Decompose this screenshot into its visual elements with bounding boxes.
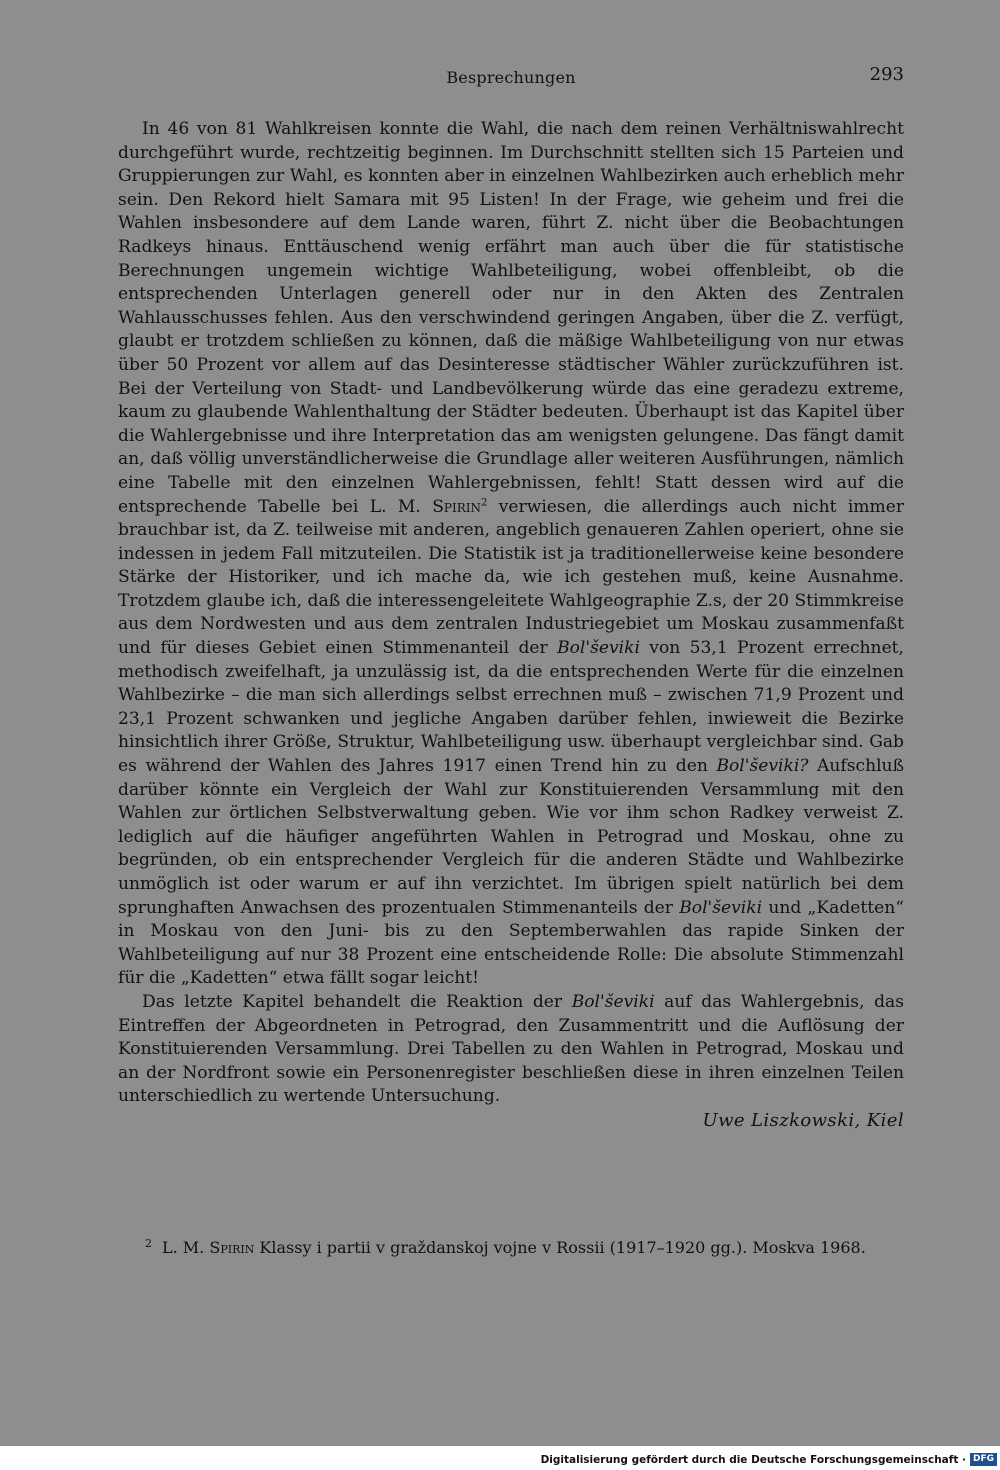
text-run: In 46 von 81 Wahlkreisen konnte die Wahl, die nach dem reinen Verhältniswahlrecht durchgeführt wurde, rechtzeitig beginnen. Im Durchschnitt stellten sich 15 Parteien und Gruppierungen zur Wahl, es konnten aber in einzelnen Wahlbezirken auch erheblich mehr sein. Den Rekord hielt Samara mit 95 Listen! In der Frage, wie geheim und frei die Wahlen insbesondere auf dem Lande waren, führt Z. nicht über die Beobachtungen Radkeys hinaus. Enttäuschend wenig erfährt man auch über die für statistische Berechnungen ungemein wichtige Wahlbeteiligung, wobei offenbleibt, ob die entsprechenden Unterlagen generell oder nur in den Akten des Zentralen Wahlausschusses fehlen. Aus den verschwindend geringen Angaben, über die Z. verfügt, glaubt er trotzdem schließen zu können, daß die mäßige Wahlbeteiligung von nur etwas über 50 Prozent vor allem auf das Desinteresse städtischer Wähler zurückzuführen ist. Bei der Verteilung von Stadt- und Landbevölkerung würde das eine geradezu extreme, kaum zu glaubende Wahlenthaltung der Städter bedeuten. Überhaupt ist das Kapitel über die Wahlergebnisse und ihre Interpretation das am wenigsten gelungene. Das fängt damit an, daß völlig unverständlicherweise die Grundlage aller weiteren Ausführungen, nämlich eine Tabelle mit den einzelnen Wahlergebnissen, fehlt! Statt dessen wird auf die entsprechende Tabelle bei L. M. (118, 119, 904, 517)
page-number: 293 (869, 64, 904, 85)
review-signature: Uwe Liszkowski, Kiel (702, 1110, 904, 1131)
italic-term: Bol'ševiki (557, 638, 640, 659)
digitization-bar (0, 1446, 1000, 1470)
paragraph-1 (118, 118, 904, 991)
text-run: Aufschluß darüber könnte ein Vergleich der Wahl zur Konstituierenden Versammlung mit den Wahlen zur örtlichen Selbstverwaltung geben. Wie vor ihm schon Radkey verweist Z. lediglich auf die häufiger angeführten Wahlen in Petrograd und Moskau, ohne zu begründen, ob ein entsprechender Vergleich für die anderen Städte und Wahlbezirke unmöglich ist oder warum er auf ihn verzichtet. Im übrigen spielt natürlich bei dem sprunghaften Anwachsen des prozentualen Stimmenanteils der (118, 756, 904, 918)
body-text (118, 118, 904, 1109)
footnote-author: Spirin (209, 1238, 255, 1257)
text-run: von 53,1 Prozent errechnet, methodisch zweifelhaft, ja unzulässig ist, da die entsprechenden Werte für die einzelnen Wahlbezirke – die man sich allerdings selbst errechnen muß – zwischen 71,9 Prozent und 23,1 Prozent schwanken und jegliche Angaben darüber fehlen, inwieweit die Bezirke hinsichtlich ihrer Größe, Struktur, Wahlbeteiligung usw. überhaupt vergleichbar sind. Gab es während der Wahlen des Jahres 1917 einen Trend hin zu den (118, 638, 904, 777)
italic-term: Bol'ševiki (679, 897, 763, 918)
dfg-logo-icon[interactable]: DFG (970, 1453, 997, 1466)
footnote-text: Klassy i partii v graždanskoj vojne v Rossii (1917–1920 gg.). Moskva 1968. (259, 1238, 866, 1257)
footnote-ref[interactable]: 2 (481, 496, 488, 508)
text-run: auf das Wahlergebnis, das Eintreffen der Abgeordneten in Petrograd, den Zusammentritt und die Auflösung der Konstituierenden Versammlung. Drei Tabellen zu den Wahlen in Petrograd, Moskau und an der Nordfront sowie ein Personenregister beschließen diese in ihren einzelnen Teilen unterschiedlich zu wertende Untersuchung. (118, 991, 904, 1107)
running-head: Besprechungen (446, 68, 576, 87)
text-run: Das letzte Kapitel behandelt die Reaktion der (142, 991, 563, 1012)
footnote (145, 1237, 905, 1259)
text-run: verwiesen, die allerdings auch nicht immer brauchbar ist, da Z. teilweise mit anderen, angeblich genaueren Zahlen operiert, ohne sie indessen in jedem Fall mitzuteilen. Die Statistik ist ja traditionellerweise keine besondere Stärke der Historiker, und ich mache da, wie ich gestehen muß, keine Ausnahme. Trotzdem glaube ich, daß die interessengeleitete Wahlgeographie Z.s, der 20 Stimmkreise aus dem Nordwesten und aus dem zentralen Industriegebiet um Moskau zusammenfaßt und für dieses Gebiet einen Stimmenanteil der (118, 496, 905, 659)
dfg-credit: Digitalisierung gefördert durch die Deutsche Forschungsgemeinschaft · (540, 1454, 966, 1466)
text-run: und „Kadetten“ in Moskau von den Juni- bis zu den Septemberwahlen das rapide Sinken der Wahlbeteiligung auf nur 38 Prozent eine entscheidende Rolle: Die absolute Stimmenzahl für die „Kadetten“ etwa fällt sogar leicht! (118, 897, 904, 989)
footnote-initials: L. M. (162, 1238, 205, 1257)
paragraph-2 (118, 991, 904, 1109)
italic-term: Bol'ševiki (571, 991, 655, 1012)
page-header (118, 64, 904, 94)
author-name: Spirin (432, 496, 482, 517)
italic-term: Bol'ševiki? (716, 756, 809, 777)
footnote-number: 2 (145, 1236, 152, 1250)
